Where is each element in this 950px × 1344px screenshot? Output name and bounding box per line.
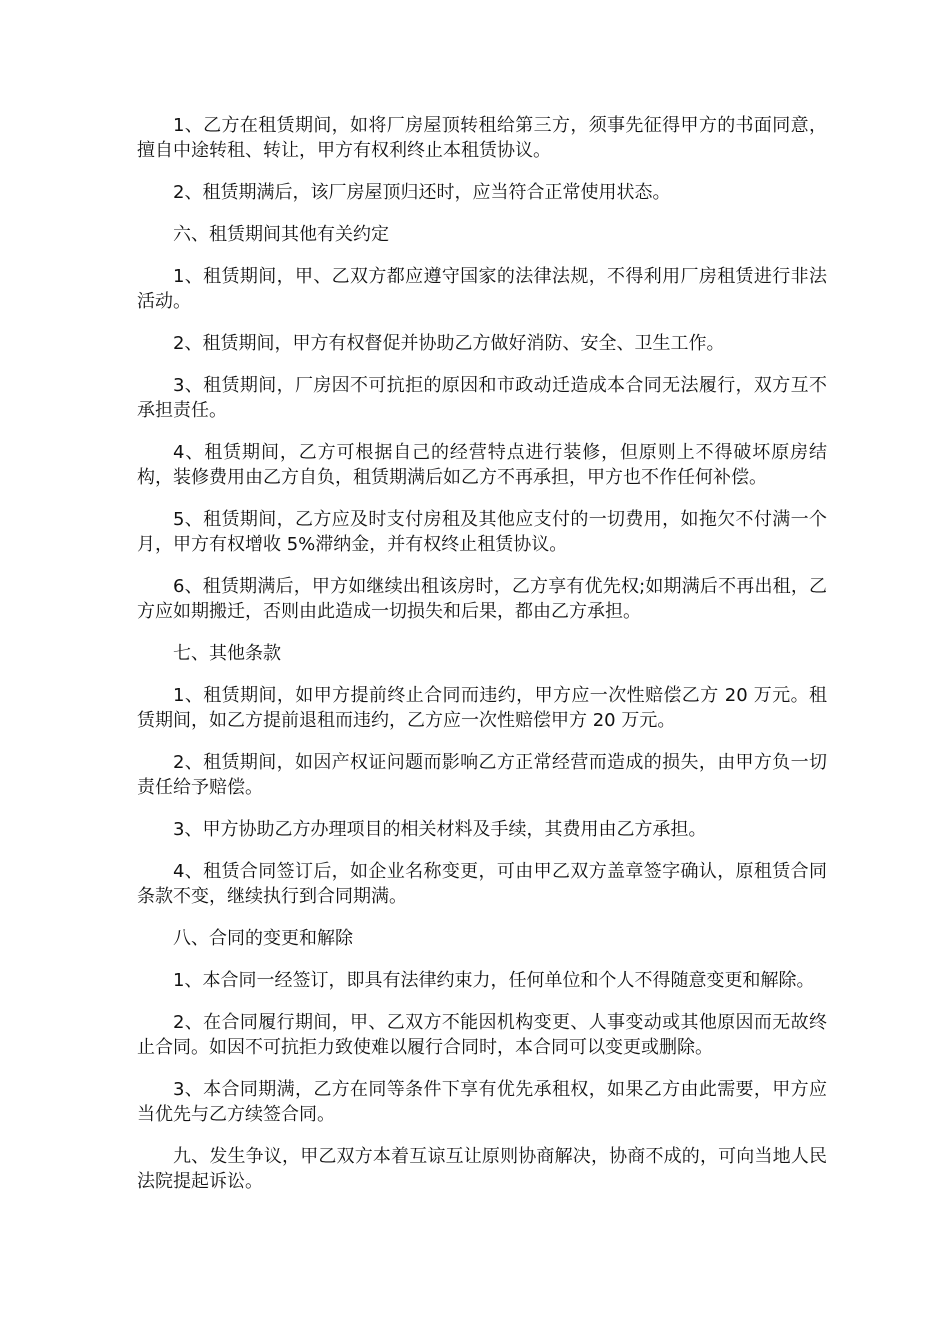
paragraph-payment-penalty: 5、租赁期间，乙方应及时支付房租及其他应支付的一切费用，如拖欠不付满一个月，甲方有权增收 5%滞纳金，并有权终止租赁协议。 bbox=[137, 509, 827, 555]
paragraph-title-certificate: 2、租赁期间，如因产权证问题而影响乙方正常经营而造成的损失，由甲方负一切责任给予赔偿。 bbox=[137, 752, 827, 798]
paragraph-name-change: 4、租赁合同签订后，如企业名称变更，可由甲乙双方盖章签字确认，原租赁合同条款不变，继续执行到合同期满。 bbox=[137, 861, 827, 907]
paragraph-force-majeure: 3、租赁期间，厂房因不可抗拒的原因和市政动迁造成本合同无法履行，双方互不承担责任。 bbox=[137, 375, 827, 421]
section-heading-modification-termination: 八、合同的变更和解除 bbox=[173, 928, 353, 949]
paragraph-renovation: 4、租赁期间，乙方可根据自己的经营特点进行装修，但原则上不得破坏原房结构，装修费用由乙方自负，租赁期满后如乙方不再承担，甲方也不作任何补偿。 bbox=[137, 442, 827, 488]
paragraph-return-condition: 2、租赁期满后，该厂房屋顶归还时，应当符合正常使用状态。 bbox=[173, 182, 671, 203]
paragraph-breach-compensation: 1、租赁期间，如甲方提前终止合同而违约，甲方应一次性赔偿乙方 20 万元。租赁期间，如乙方提前退租而违约，乙方应一次性赔偿甲方 20 万元。 bbox=[137, 685, 827, 731]
paragraph-sublet-clause: 1、乙方在租赁期间，如将厂房屋顶转租给第三方，须事先征得甲方的书面同意，擅自中途转租、转让，甲方有权利终止本租赁协议。 bbox=[137, 115, 827, 161]
section-heading-other-terms: 七、其他条款 bbox=[173, 643, 281, 664]
section-heading-other-agreements: 六、租赁期间其他有关约定 bbox=[173, 224, 389, 245]
paragraph-procedures-assistance: 3、甲方协助乙方办理项目的相关材料及手续，其费用由乙方承担。 bbox=[173, 819, 707, 840]
paragraph-renewal-priority: 3、本合同期满，乙方在同等条件下享有优先承租权，如果乙方由此需要，甲方应当优先与乙方续签合同。 bbox=[137, 1079, 827, 1125]
paragraph-legal-compliance: 1、租赁期间，甲、乙双方都应遵守国家的法律法规，不得利用厂房租赁进行非法活动。 bbox=[137, 266, 827, 312]
paragraph-priority-renewal: 6、租赁期满后，甲方如继续出租该房时，乙方享有优先权;如期满后不再出租，乙方应如期搬迁，否则由此造成一切损失和后果，都由乙方承担。 bbox=[137, 576, 827, 622]
document-body bbox=[137, 113, 827, 1211]
paragraph-safety-supervision: 2、租赁期间，甲方有权督促并协助乙方做好消防、安全、卫生工作。 bbox=[173, 333, 725, 354]
paragraph-dispute-resolution: 九、发生争议，甲乙双方本着互谅互让原则协商解决，协商不成的，可向当地人民法院提起诉讼。 bbox=[137, 1146, 827, 1192]
paragraph-no-termination: 2、在合同履行期间，甲、乙双方不能因机构变更、人事变动或其他原因而无故终止合同。如因不可抗拒力致使难以履行合同时，本合同可以变更或删除。 bbox=[137, 1012, 827, 1058]
paragraph-binding-force: 1、本合同一经签订，即具有法律约束力，任何单位和个人不得随意变更和解除。 bbox=[173, 970, 815, 991]
